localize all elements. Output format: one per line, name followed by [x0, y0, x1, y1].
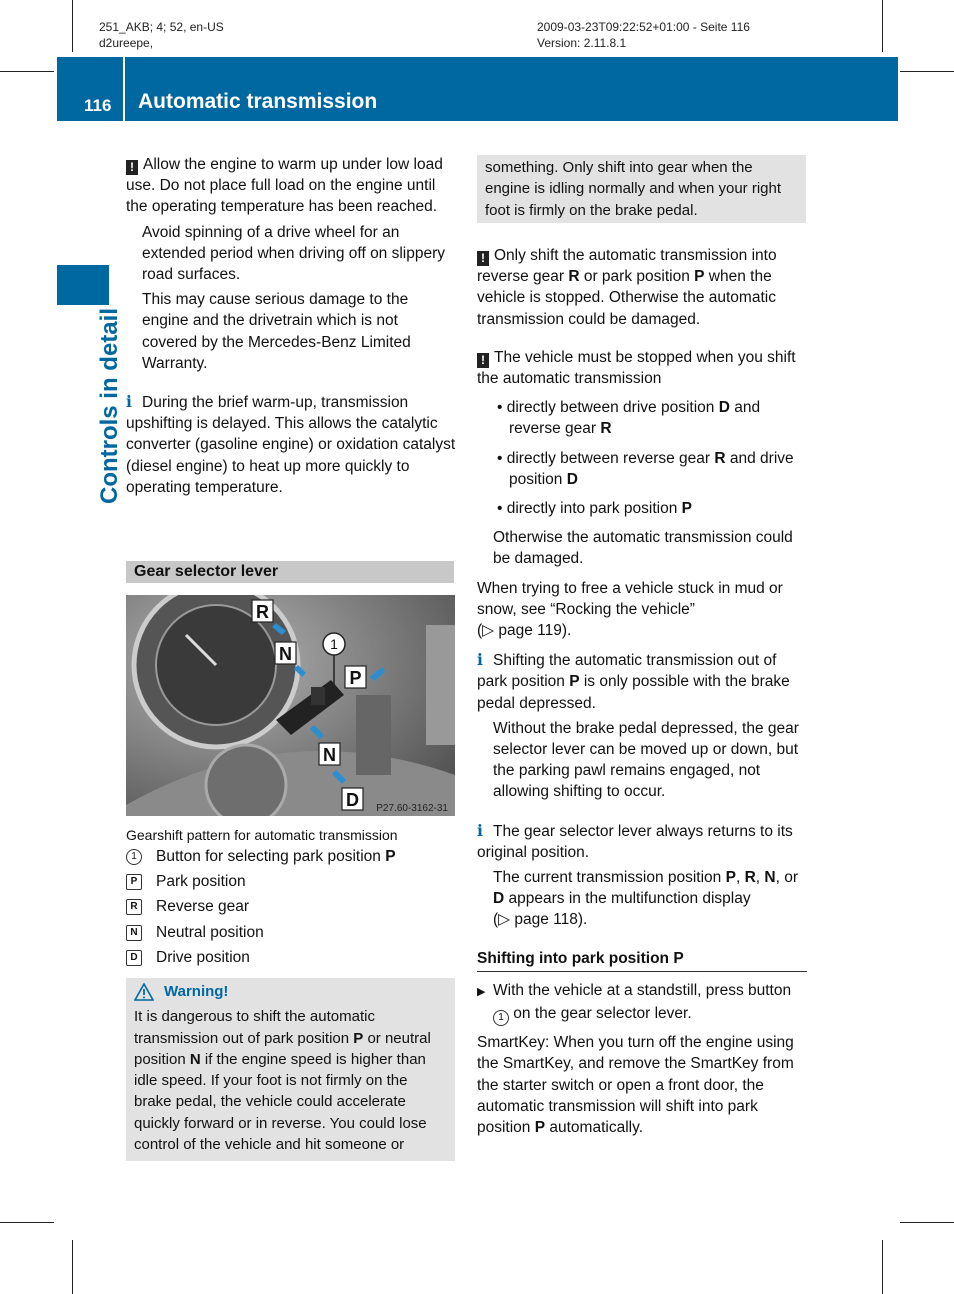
legend-item	[126, 846, 456, 867]
circled-1-icon: 1	[493, 1010, 509, 1026]
caution-text-2: Avoid spinning of a drive wheel for an extended period when driving off on slippery road surfaces.	[142, 223, 446, 284]
crop-mark	[882, 1240, 883, 1294]
caution-text-3: This may cause serious damage to the engine and the drivetrain which is not covered by the Mercedes-Benz Limited Warranty.	[142, 291, 411, 372]
image-code: P27.60-3162-31	[376, 803, 448, 814]
bullet-item: • directly between reverse gear R and drive position D	[497, 449, 794, 488]
page-title: Automatic transmission	[138, 90, 378, 113]
section-heading: Gear selector lever	[126, 561, 454, 583]
info-text: Without the brake pedal depressed, the gear selector lever can be moved up or down, but the parking pawl remains engaged, not allowing shifting to occur.	[493, 719, 799, 801]
r-symbol-icon: R	[126, 899, 142, 915]
caution-icon: !	[477, 353, 489, 368]
info-text: During the brief warm-up, transmission upshifting is delayed. This allows the catalytic converter (gasoline engine) or oxidation catalyst (diesel engine) to heat up more quickly to operating temperature.	[126, 394, 456, 496]
crop-mark	[72, 1240, 73, 1294]
warning-title: Warning!	[164, 983, 229, 1000]
legend-item	[126, 947, 456, 968]
body-text: Otherwise the automatic transmission could be damaged.	[493, 529, 793, 568]
bullet-item: • directly between drive position D and reverse gear R	[497, 399, 761, 438]
page-reference[interactable]: (▷ page 118).	[493, 911, 588, 929]
crop-mark	[900, 71, 954, 72]
p-symbol-icon: P	[126, 874, 142, 890]
crop-mark	[72, 0, 73, 52]
warning-header	[134, 981, 447, 1002]
print-meta-left: 251_AKB; 4; 52, en-US d2ureepe,	[99, 20, 224, 50]
legend-text: Park position	[156, 873, 246, 891]
print-meta-right: 2009-03-23T09:22:52+01:00 - Seite 116 Version: 2.11.8.1	[537, 20, 750, 50]
right-column: ! Only shift the automatic transmission into reverse gear R or park position P when the vehicle is stopped. Otherwise the automatic transmission could be damaged. ! The vehicle must be stopped when you shift the automatic transmission • directly between drive position D and reverse gear R • directly between reverse gear R and drive position D • directly into park position P Otherwise the automatic transmission could be damaged. When trying to free a vehicle stuck in mud or snow, see “Rocking the vehicle” (▷ page 119). i Shifting the automatic transmission out of park position P is only possible with the brake pedal depressed. Without the brake pedal depressed, the gear selector lever can be moved up or down, but the parking pawl remains engaged, not allowing shifting to occur. i The gear selector lever always returns to its original position. The current transmission position P, R, N, or D appears in the multifunction display (▷ page 118). Shifting into park position P ▶ With the vehicle at a standstill, press button 1 on the gear selector lever. SmartKey: When you turn off the engine using the SmartKey, and remove the SmartKey from the starter switch or open a front door, the automatic transmission will shift into park position P automatically.	[477, 245, 807, 1138]
subsection-heading: Shifting into park position P	[477, 948, 807, 972]
label-n-top: N	[279, 644, 292, 664]
legend-item	[126, 922, 456, 943]
body-text: SmartKey: When you turn off the engine using the SmartKey, and remove the SmartKey from the starter switch or open a front door, the automatic transmission will shift into park position	[477, 1034, 794, 1136]
crop-mark	[0, 1222, 54, 1223]
legend-list	[126, 846, 456, 968]
instruction-step: ▶ With the vehicle at a standstill, press button 1 on the gear selector lever.	[477, 980, 807, 1026]
body-text: When trying to free a vehicle stuck in mud or snow, see “Rocking the vehicle”	[477, 579, 783, 618]
legend-text: Button for selecting park position	[156, 848, 381, 865]
circled-1-icon: 1	[126, 849, 142, 865]
arrow-icon: ▶	[477, 985, 486, 998]
bullet-item: • directly into park position P	[497, 500, 692, 518]
label-p: P	[349, 668, 362, 688]
side-section-label: Controls in detail	[96, 308, 123, 505]
legend-item	[126, 871, 456, 892]
caution-icon: !	[126, 160, 138, 175]
warning-triangle-icon	[134, 983, 154, 1001]
page-reference[interactable]: (▷ page 119).	[477, 622, 572, 640]
legend-text: Reverse gear	[156, 898, 250, 916]
info-icon: i	[477, 820, 483, 840]
d-symbol-icon: D	[126, 950, 142, 966]
label-n-bottom: N	[323, 745, 336, 765]
caution-icon: !	[477, 251, 489, 266]
left-column	[126, 154, 456, 498]
warning-box	[126, 978, 455, 1161]
caution-text: Allow the engine to warm up under low load use. Do not place full load on the engine until the operating temperature has been reached.	[126, 156, 443, 216]
legend-text: Neutral position	[156, 923, 264, 941]
gear-selector-image	[126, 595, 455, 816]
caution-text: The vehicle must be stopped when you shift the automatic transmission	[477, 348, 796, 388]
info-icon: i	[126, 392, 132, 412]
crop-mark	[0, 71, 54, 72]
label-r: R	[256, 602, 269, 622]
info-text: The gear selector lever always returns to its original position.	[477, 822, 793, 861]
legend-item	[126, 896, 456, 917]
image-caption: Gearshift pattern for automatic transmission	[126, 827, 398, 843]
header-divider	[123, 57, 125, 121]
crop-mark	[882, 0, 883, 52]
warning-box-continued: something. Only shift into gear when the engine is idling normally and when your right foot is firmly on the brake pedal.	[477, 155, 806, 223]
label-d: D	[346, 790, 359, 810]
legend-text: Drive position	[156, 948, 250, 966]
n-symbol-icon: N	[126, 925, 142, 941]
page-number: 116	[84, 96, 112, 115]
warning-text: It is dangerous to shift the automatic transmission out of park position P or neutral position N if the engine speed is higher than idle speed. If your foot is not firmly on the brake pedal, the vehicle could accelerate quickly forward or in reverse. You could lose control of the vehicle and hit someone or	[134, 1008, 431, 1154]
crop-mark	[900, 1222, 954, 1223]
info-icon: i	[477, 650, 483, 670]
label-button-1: 1	[330, 636, 338, 652]
legend-bold: P	[385, 848, 396, 865]
